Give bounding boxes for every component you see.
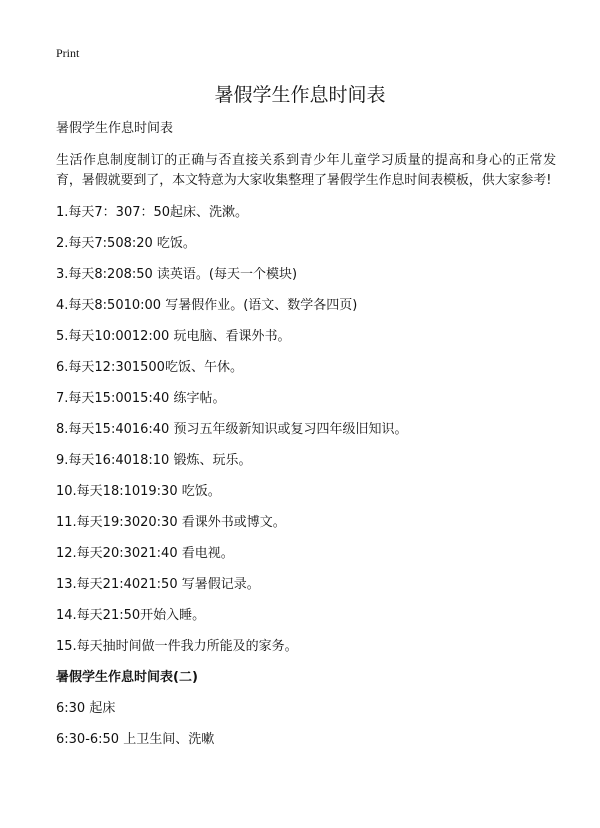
list-item: 9.每天16:4018:10 锻炼、玩乐。 [56,453,252,468]
list-item: 6.每天12:301500吃饭、午休。 [56,360,243,375]
section-heading: 暑假学生作息时间表(二) [56,670,198,685]
list-item: 15.每天抽时间做一件我力所能及的家务。 [56,639,298,654]
list-item: 13.每天21:4021:50 写暑假记录。 [56,577,260,592]
list-item: 14.每天21:50开始入睡。 [56,608,206,623]
list-item: 6:30 起床 [56,701,116,716]
list-item: 11.每天19:3020:30 看课外书或博文。 [56,515,286,530]
document-subtitle: 暑假学生作息时间表 [56,121,174,136]
print-link[interactable]: Print [56,46,80,60]
list-item: 5.每天10:0012:00 玩电脑、看课外书。 [56,329,291,344]
intro-paragraph: 生活作息制度制订的正确与否直接关系到青少年儿童学习质量的提高和身心的正常发育，暑假就要到了，本文特意为大家收集整理了暑假学生作息时间表模板，供大家参考! [56,153,556,188]
list-item: 3.每天8:208:50 读英语。(每天一个模块) [56,267,298,282]
schedule-list-2 [56,699,556,761]
list-item: 6:30-6:50 上卫生间、洗嗽 [56,732,215,747]
list-item: 7.每天15:0015:40 练字帖。 [56,391,226,406]
page-title: 暑假学生作息时间表 [214,84,386,106]
document-body [56,119,556,761]
list-item: 8.每天15:4016:40 预习五年级新知识或复习四年级旧知识。 [56,422,408,437]
list-item: 12.每天20:3021:40 看电视。 [56,546,234,561]
list-item: 10.每天18:1019:30 吃饭。 [56,484,221,499]
list-item: 1.每天7：307：50起床、洗漱。 [56,205,249,220]
list-item: 2.每天7:508:20 吃饭。 [56,236,196,251]
list-item: 4.每天8:5010:00 写暑假作业。(语文、数学各四页) [56,298,358,313]
schedule-list [56,203,556,668]
